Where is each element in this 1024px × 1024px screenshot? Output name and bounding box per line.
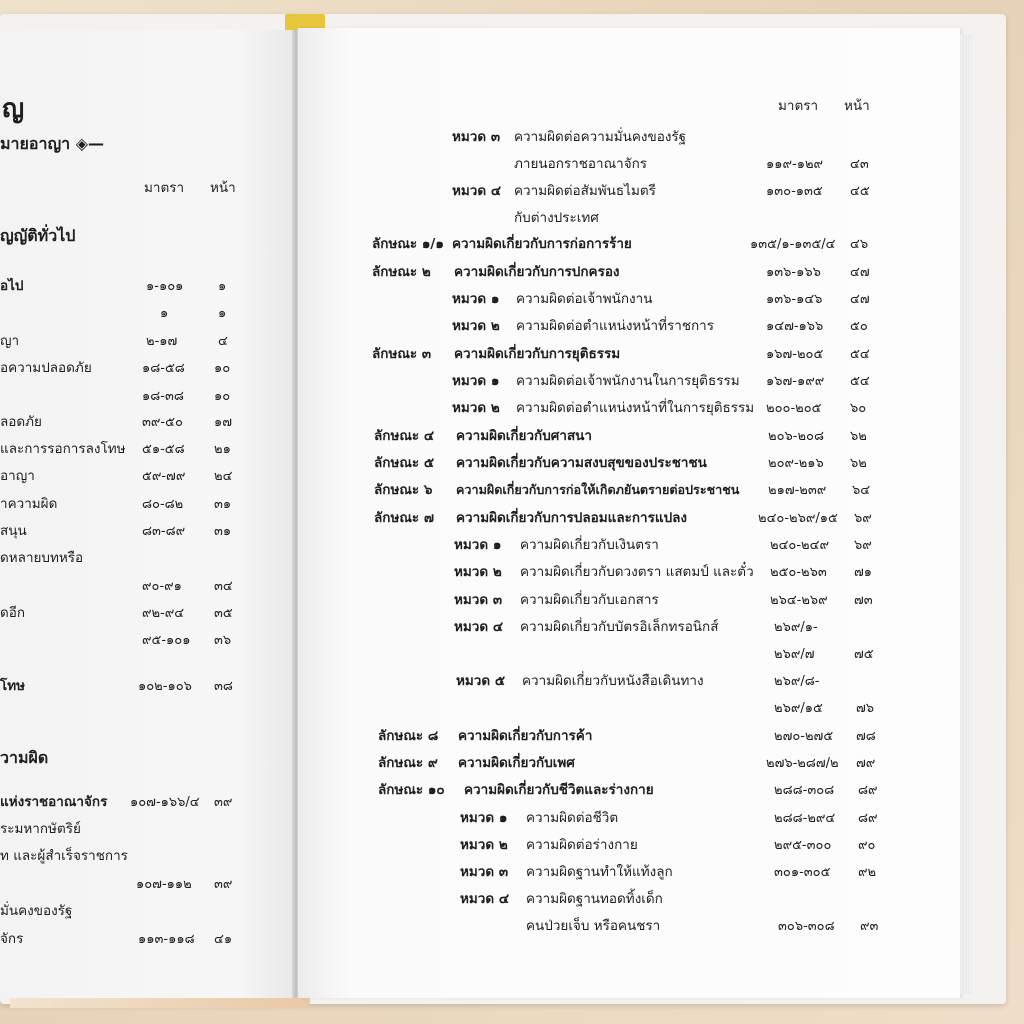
left-row-section: ๙๒-๙๔	[142, 606, 185, 621]
left-row-page: ๒๑	[214, 442, 231, 457]
right-row-section: ๒๖๙/๑๕	[774, 701, 823, 716]
left-row-section: ๒-๑๗	[146, 334, 178, 349]
left-row-page: ๓๑	[214, 524, 232, 539]
right-row-section: ๒๑๗-๒๓๙	[768, 483, 827, 498]
right-header-section: มาตรา	[778, 98, 819, 114]
right-row-label: ความผิดเกี่ยวกับเพศ	[458, 755, 575, 771]
right-row-page: ๖๒	[850, 456, 867, 471]
right-row-page: ๗๖	[856, 701, 875, 716]
right-row-section: ๒๖๙/๘-	[774, 674, 820, 689]
right-row-head: หมวด ๔	[452, 183, 502, 199]
right-row-page: ๘๙	[858, 783, 878, 798]
right-row-section: ๒๐๐-๒๐๕	[766, 401, 822, 416]
right-row-page: ๗๘	[856, 729, 876, 744]
right-row-section: ๒๖๔-๒๖๙	[770, 593, 828, 608]
right-row-head: หมวด ๑	[452, 291, 500, 307]
left-row-label: ญญัติทั่วไป	[0, 226, 76, 245]
left-subtitle-fragment: มายอาญา ◈—	[0, 134, 104, 153]
right-row-page: ๗๑	[854, 565, 873, 580]
right-row-label: ความผิดเกี่ยวกับการปกครอง	[454, 264, 620, 280]
right-row-label: คนป่วยเจ็บ หรือคนชรา	[526, 918, 661, 934]
left-row-page: ๔๑	[214, 932, 233, 947]
left-row-page: ๓๙	[214, 795, 233, 810]
right-row-label: ความผิดต่อสัมพันธไมตรี	[514, 183, 656, 199]
right-row-section: ๒๙๕-๓๐๐	[774, 838, 832, 853]
right-row-head: ลักษณะ ๕	[374, 455, 435, 471]
left-row-section: ๑๘-๓๘	[142, 389, 184, 404]
right-row-label: ความผิดเกี่ยวกับการยุติธรรม	[454, 346, 621, 362]
right-row-label: ความผิดต่อร่างกาย	[526, 837, 638, 853]
left-row-page: ๓๑	[214, 497, 232, 512]
right-row-page: ๗๙	[856, 756, 876, 771]
right-row-section: ๑๑๙-๑๒๙	[766, 157, 824, 172]
right-row-page: ๘๙	[858, 811, 878, 826]
right-row-page: ๙๓	[860, 919, 879, 934]
right-row-label: ความผิดต่อตำแหน่งหน้าที่ราชการ	[516, 318, 715, 334]
right-row-section: ๒๔๐-๒๔๙	[770, 538, 829, 553]
left-page	[0, 30, 292, 998]
right-row-page: ๔๕	[850, 184, 870, 199]
right-row-page: ๔๖	[850, 237, 869, 252]
right-row-page: ๖๒	[850, 429, 867, 444]
right-row-head: หมวด ๒	[452, 318, 500, 334]
right-row-page: ๕๔	[850, 374, 870, 389]
left-row-section: ๑๐๗-๑๑๒	[136, 877, 192, 892]
right-row-head: หมวด ๒	[460, 837, 508, 853]
left-row-label: ลอดภัย	[0, 414, 42, 430]
left-header-page: หน้า	[210, 180, 236, 196]
right-row-page: ๖๐	[850, 401, 867, 416]
left-row-section: ๑๑๓-๑๑๘	[138, 932, 195, 947]
right-row-page: ๖๙	[854, 511, 872, 526]
right-row-label: ความผิดเกี่ยวกับเอกสาร	[520, 592, 659, 608]
left-row-page: ๓๔	[214, 579, 233, 594]
right-row-head: ลักษณะ ๔	[374, 428, 435, 444]
right-row-page: ๔๓	[850, 157, 869, 172]
left-row-page: ๑	[218, 279, 227, 294]
right-row-head: หมวด ๑	[454, 537, 502, 553]
right-row-label: ความผิดต่อตำแหน่งหน้าที่ในการยุติธรรม	[516, 400, 755, 416]
right-row-head: หมวด ๓	[452, 129, 501, 145]
right-row-section: ๒๘๘-๒๙๔	[774, 811, 836, 826]
left-row-label: ดอีก	[0, 605, 26, 621]
left-row-page: ๓๕	[214, 606, 233, 621]
right-row-section: ๒๐๖-๒๐๘	[768, 429, 824, 444]
left-row-label: ญา	[0, 333, 20, 349]
left-row-section: ๙๐-๙๑	[142, 579, 182, 594]
right-row-label: ความผิดฐานทำให้แท้งลูก	[526, 864, 673, 880]
right-row-head: หมวด ๒	[452, 400, 500, 416]
right-row-label: ความผิดฐานทอดทิ้งเด็ก	[526, 891, 663, 907]
right-row-section: ๒๐๙-๒๑๖	[768, 456, 824, 471]
right-row-head: หมวด ๓	[454, 592, 503, 608]
left-row-section: ๕๑-๕๘	[142, 442, 185, 457]
left-row-page: ๔	[218, 334, 228, 349]
left-row-label: อไป	[0, 278, 24, 294]
right-row-head: หมวด ๒	[454, 564, 502, 580]
right-row-label: ภายนอกราชอาณาจักร	[514, 156, 648, 172]
right-row-label: ความผิดต่อความมั่นคงของรัฐ	[514, 129, 687, 145]
right-row-head: หมวด ๓	[460, 864, 509, 880]
right-row-section: ๑๓๖-๑๔๖	[766, 292, 823, 307]
right-row-head: หมวด ๑	[452, 373, 500, 389]
right-row-label: กับต่างประเทศ	[514, 210, 599, 226]
page-edges	[960, 34, 972, 994]
right-row-label: ความผิดเกี่ยวกับหนังสือเดินทาง	[522, 673, 704, 689]
right-row-section: ๑๔๗-๑๖๖	[766, 319, 824, 334]
left-row-section: ๘๐-๘๒	[142, 497, 184, 512]
left-row-section: ๑๐๗-๑๖๖/๔	[130, 795, 200, 810]
right-row-label: ความผิดเกี่ยวกับการก่อให้เกิดภยันตรายต่อประชาชน	[456, 482, 740, 497]
left-row-section: ๙๕-๑๐๑	[142, 633, 191, 648]
left-row-page: ๓๖	[214, 633, 232, 648]
left-row-page: ๓๙	[214, 877, 233, 892]
left-row-label: ระมหากษัตริย์	[0, 821, 81, 837]
right-row-label: ความผิดเกี่ยวกับดวงตรา แสตมป์ และตั๋ว	[520, 564, 754, 580]
right-row-page: ๕๔	[850, 347, 870, 362]
right-row-section: ๑๖๗-๒๐๕	[766, 347, 824, 362]
right-row-head: หมวด ๑	[460, 810, 508, 826]
left-row-label: ท และผู้สำเร็จราชการ	[0, 848, 128, 864]
right-row-label: ความผิดต่อชีวิต	[526, 810, 619, 826]
left-row-label: อความปลอดภัย	[0, 360, 92, 376]
left-row-section: ๑๐๒-๑๐๖	[138, 679, 192, 694]
right-row-head: ลักษณะ ๒	[372, 264, 431, 280]
left-title-fragment: ญ	[2, 94, 25, 124]
right-row-head: ลักษณะ ๖	[374, 482, 433, 498]
left-row-label: แห่งราชอาณาจักร	[0, 794, 108, 810]
right-row-label: ความผิดเกี่ยวกับศาสนา	[456, 428, 592, 444]
right-row-section: ๑๓๐-๑๓๕	[766, 184, 823, 199]
right-row-section: ๑๖๗-๑๙๙	[766, 374, 825, 389]
right-row-head: ลักษณะ ๘	[378, 728, 439, 744]
right-header-page: หน้า	[844, 98, 870, 114]
left-row-section: ๑๘-๕๘	[142, 361, 185, 376]
right-row-section: ๓๐๖-๓๐๘	[778, 919, 835, 934]
right-row-section: ๒๔๐-๒๖๙/๑๕	[758, 511, 838, 526]
right-row-section: ๒๘๘-๓๐๘	[774, 783, 835, 798]
right-row-section: ๒๕๐-๒๖๓	[770, 565, 827, 580]
left-row-page: ๑๐	[214, 361, 231, 376]
right-row-label: ความผิดเกี่ยวกับการปลอมและการแปลง	[456, 510, 688, 526]
right-row-label: ความผิดเกี่ยวกับการก่อการร้าย	[452, 236, 632, 252]
right-row-section: ๒๖๙/๑-	[774, 620, 818, 635]
right-row-label: ความผิดเกี่ยวกับการค้า	[458, 728, 593, 744]
right-row-page: ๗๓	[854, 593, 873, 608]
right-row-head: ลักษณะ ๑๐	[378, 782, 445, 798]
left-row-label: และการรอการลงโทษ	[0, 441, 126, 457]
left-row-label: อาญา	[0, 468, 35, 484]
left-row-label: สนุน	[0, 523, 27, 539]
left-row-page: ๑	[218, 306, 227, 321]
left-row-section: ๑	[160, 306, 169, 321]
right-row-page: ๔๗	[850, 265, 870, 280]
right-row-page: ๔๗	[850, 292, 870, 307]
left-row-page: ๑๗	[214, 415, 233, 430]
left-row-page: ๒๔	[214, 469, 233, 484]
left-row-section: ๕๙-๗๙	[142, 469, 186, 484]
right-row-label: ความผิดต่อเจ้าพนักงานในการยุติธรรม	[516, 373, 740, 389]
left-row-label: วามผิด	[0, 748, 49, 767]
left-row-label: จักร	[0, 931, 24, 947]
right-row-head: ลักษณะ ๙	[378, 755, 438, 771]
left-row-section: ๘๓-๘๙	[142, 524, 186, 539]
right-row-label: ความผิดเกี่ยวกับความสงบสุขของประชาชน	[456, 455, 707, 471]
left-row-section: ๑-๑๐๑	[146, 279, 184, 294]
right-row-page: ๙๒	[858, 865, 877, 880]
left-row-section: ๓๙-๕๐	[142, 415, 183, 430]
right-row-head: หมวด ๔	[454, 619, 504, 635]
right-row-section: ๓๐๑-๓๐๕	[774, 865, 831, 880]
right-row-page: ๖๔	[852, 483, 871, 498]
right-row-page: ๕๐	[850, 319, 868, 334]
right-row-section: ๑๓๕/๑-๑๓๕/๔	[750, 237, 836, 252]
right-row-head: ลักษณะ ๓	[372, 346, 432, 362]
right-row-head: หมวด ๕	[456, 673, 506, 689]
right-row-page: ๗๕	[854, 647, 874, 662]
right-row-section: ๑๓๖-๑๖๖	[766, 265, 821, 280]
left-row-label: ุโทษ	[0, 678, 26, 694]
right-row-label: ความผิดเกี่ยวกับบัตรอิเล็กทรอนิกส์	[520, 619, 719, 635]
right-row-section: ๒๗๖-๒๘๗/๒	[766, 756, 839, 771]
right-row-label: ความผิดต่อเจ้าพนักงาน	[516, 291, 653, 307]
right-row-section: ๒๗๐-๒๗๕	[774, 729, 834, 744]
left-row-page: ๓๘	[214, 679, 233, 694]
right-row-head: หมวด ๔	[460, 891, 510, 907]
right-row-page: ๙๐	[858, 838, 876, 853]
left-row-label: มั่นคงของรัฐ	[0, 903, 73, 919]
right-row-page: ๖๙	[854, 538, 872, 553]
left-row-label: ดหลายบทหรือ	[0, 550, 84, 566]
right-row-head: ลักษณะ ๗	[374, 510, 434, 526]
right-row-label: ความผิดเกี่ยวกับชีวิตและร่างกาย	[464, 782, 654, 798]
left-row-page: ๑๐	[214, 389, 231, 404]
right-row-label: ความผิดเกี่ยวกับเงินตรา	[520, 537, 659, 553]
right-page	[298, 28, 960, 998]
right-row-head: ลักษณะ ๑/๑	[372, 236, 444, 252]
left-header-section: มาตรา	[144, 180, 185, 196]
left-row-label: ำความผิด	[0, 496, 58, 512]
right-row-section: ๒๖๙/๗	[774, 647, 815, 662]
